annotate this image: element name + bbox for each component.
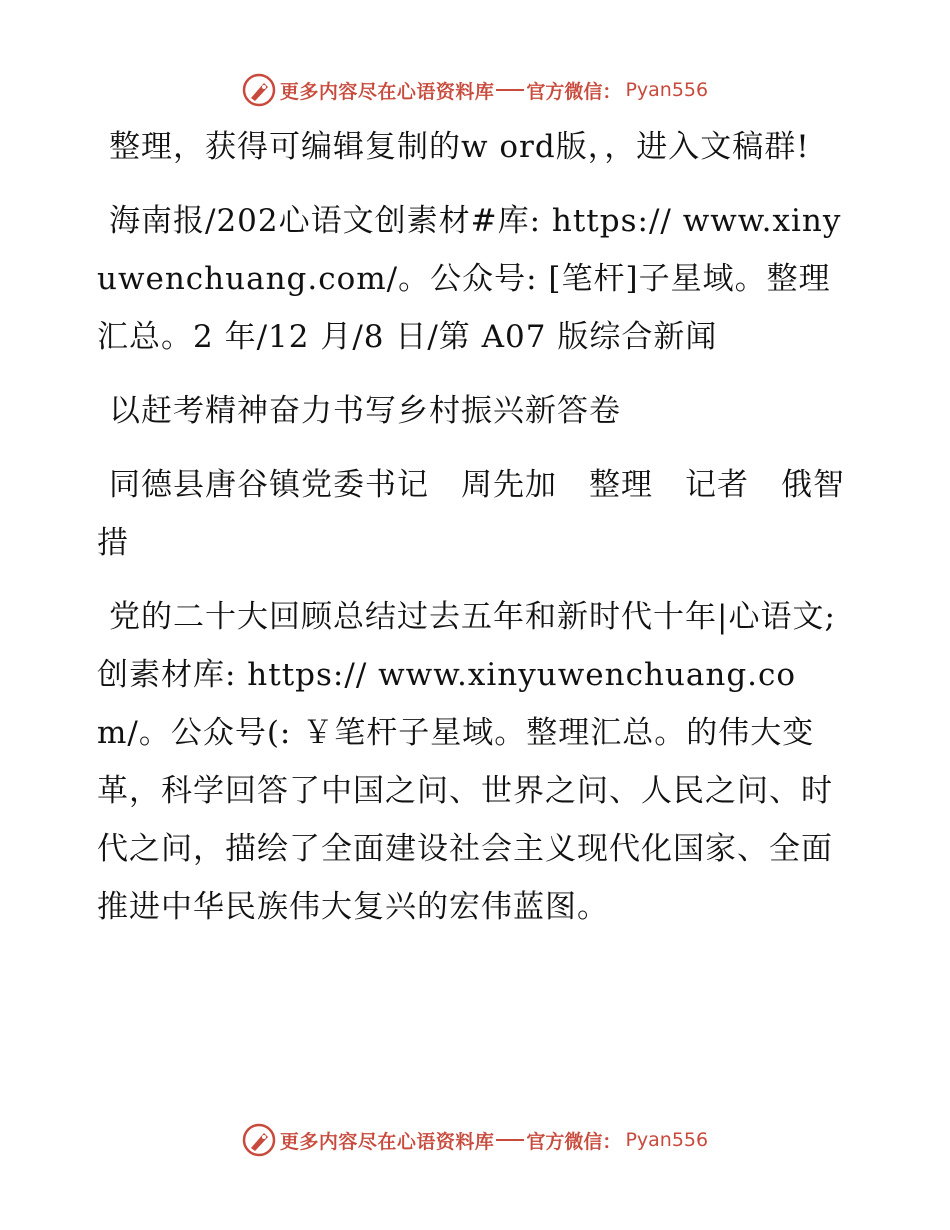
banner-wechat-id: Pyan556 xyxy=(625,1129,709,1151)
banner-slogan: 更多内容尽在心语资料库 xyxy=(279,80,495,103)
paragraph-1: 整理，获得可编辑复制的w ord版，，进入文稿群! xyxy=(109,129,810,165)
paragraph-5: 党的二十大回顾总结过去五年和新时代十年|心语文;创素材库: https:// www.xinyuwenchuang.com/。公众号(: ￥笔杆子星域。整理汇总。的伟大变革，科学回答了中国之问、世界之问、人民之问、时代之问，描绘了全面建设社会主义现代化国家、全面推进中华民族伟大复兴的宏伟蓝图。 xyxy=(97,599,836,925)
banner-wechat-label: 官方微信： xyxy=(526,1130,622,1153)
banner-wechat-id: Pyan556 xyxy=(625,79,709,101)
banner-wechat-label: 官方微信： xyxy=(526,80,622,103)
banner-dash xyxy=(496,89,524,91)
pen-nib-logo-icon xyxy=(242,1123,276,1157)
document-body xyxy=(97,118,857,952)
paragraph-2: 海南报/202心语文创素材#库: https:// www.xinyuwenchuang.com/。公众号: [笔杆]子星域。整理汇总。2 年/12 月/8 日/第 A07 版综合新闻 xyxy=(97,203,842,355)
banner-dash xyxy=(496,1139,524,1141)
article-byline: 同德县唐谷镇党委书记 周先加 整理 记者 俄智措 xyxy=(97,467,845,561)
footer-banner xyxy=(0,1120,950,1160)
header-banner xyxy=(0,70,950,110)
pen-nib-logo-icon xyxy=(242,73,276,107)
article-title: 以赶考精神奋力书写乡村振兴新答卷 xyxy=(109,393,621,429)
banner-slogan: 更多内容尽在心语资料库 xyxy=(279,1130,495,1153)
